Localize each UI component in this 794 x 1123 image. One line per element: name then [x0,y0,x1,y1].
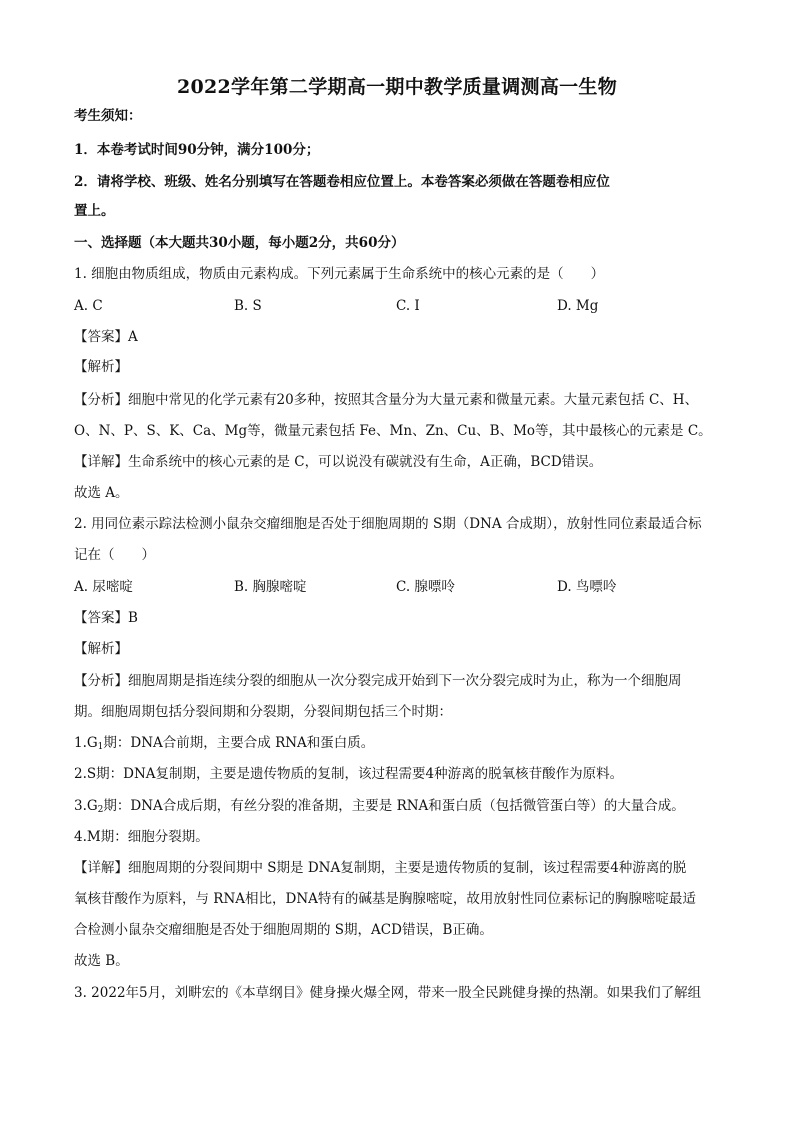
q2-m-phase: 4.M期：细胞分裂期。 [74,829,209,845]
q2-option-c: C. 腺嘌呤 [396,579,455,595]
notice-item-2-cont: 置上。 [74,203,115,219]
q1-option-b: B. S [234,298,262,314]
q2-stem-line2: 记在（ ） [74,547,155,563]
q1-answer: 【答案】A [74,329,138,345]
q2-option-d: D. 鸟嘌呤 [557,579,617,595]
q2-option-a: A. 尿嘧啶 [74,579,133,595]
q3-stem-line1: 3. 2022年5月，刘畊宏的《本草纲目》健身操火爆全网，带来一股全民跳健身操的热潮。如果我们了解组 [74,985,702,1001]
q1-option-d: D. Mg [557,298,599,314]
q1-jiexi: 【解析】 [74,359,128,375]
section-heading: 一、选择题（本大题共30小题，每小题2分，共60分） [74,235,405,251]
g2-text: 期：DNA合成后期，有丝分裂的准备期，主要是 RNA和蛋白质（包括微管蛋白等）的大量合成。 [103,798,685,814]
q1-option-a: A. C [74,298,103,314]
g2-prefix: 3.G [74,798,98,814]
q1-option-c: C. I [396,298,420,314]
q2-answer: 【答案】B [74,610,138,626]
notice-heading: 考生须知： [74,108,142,124]
q2-s-phase: 2.S期：DNA复制期，主要是遗传物质的复制，该过程需要4种游离的脱氧核苷酸作为原料。 [74,766,624,782]
page-title: 2022学年第二学期高一期中教学质量调测高一生物 [176,76,618,98]
q1-conclusion: 故选 A。 [74,485,129,501]
q1-xiangjie: 【详解】生命系统中的核心元素的是 C，可以说没有碳就没有生命，A正确，BCD错误。 [74,454,603,470]
q2-xiangjie-line1: 【详解】细胞周期的分裂间期中 S期是 DNA复制期，主要是遗传物质的复制，该过程需要4种游离的脱 [74,860,687,876]
q2-option-b: B. 胸腺嘧啶 [234,579,307,595]
g2-subscript: 2 [97,805,104,815]
q2-conclusion: 故选 B。 [74,953,129,969]
q2-stem-line1: 2. 用同位素示踪法检测小鼠杂交瘤细胞是否处于细胞周期的 S期（DNA 合成期），放射性同位素最适合标 [74,516,702,532]
q1-fenxi-line1: 【分析】细胞中常见的化学元素有20多种，按照其含量分为大量元素和微量元素。大量元素包括 C、H、 [74,392,699,408]
q2-xiangjie-line3: 合检测小鼠杂交瘤细胞是否处于细胞周期的 S期，ACD错误，B正确。 [74,922,493,938]
q1-fenxi-line2: O、N、P、S、K、Ca、Mg等，微量元素包括 Fe、Mn、Zn、Cu、B、Mo等，其中最核心的元素是 C。 [74,423,712,439]
notice-item-1: 1．本卷考试时间90分钟，满分100分； [74,142,320,158]
q2-g1-phase [74,733,374,757]
g1-subscript: 1 [97,742,104,752]
notice-item-2: 2．请将学校、班级、姓名分别填写在答题卷相应位置上。本卷答案必须做在答题卷相应位 [74,174,610,190]
q2-xiangjie-line2: 氧核苷酸作为原料，与 RNA相比，DNA特有的碱基是胸腺嘧啶，故用放射性同位素标记的胸腺嘧啶最适 [74,891,696,907]
q2-fenxi-line1: 【分析】细胞周期是指连续分裂的细胞从一次分裂完成开始到下一次分裂完成时为止，称为一个细胞周 [74,673,682,689]
q2-jiexi: 【解析】 [74,641,128,657]
q2-g2-phase [74,796,685,820]
g1-prefix: 1.G [74,735,98,751]
g1-text: 期：DNA合前期，主要合成 RNA和蛋白质。 [103,735,375,751]
q2-fenxi-line2: 期。细胞周期包括分裂间期和分裂期，分裂间期包括三个时期： [74,704,452,720]
q1-stem: 1. 细胞由物质组成，物质由元素构成。下列元素属于生命系统中的核心元素的是（ ） [74,266,605,282]
